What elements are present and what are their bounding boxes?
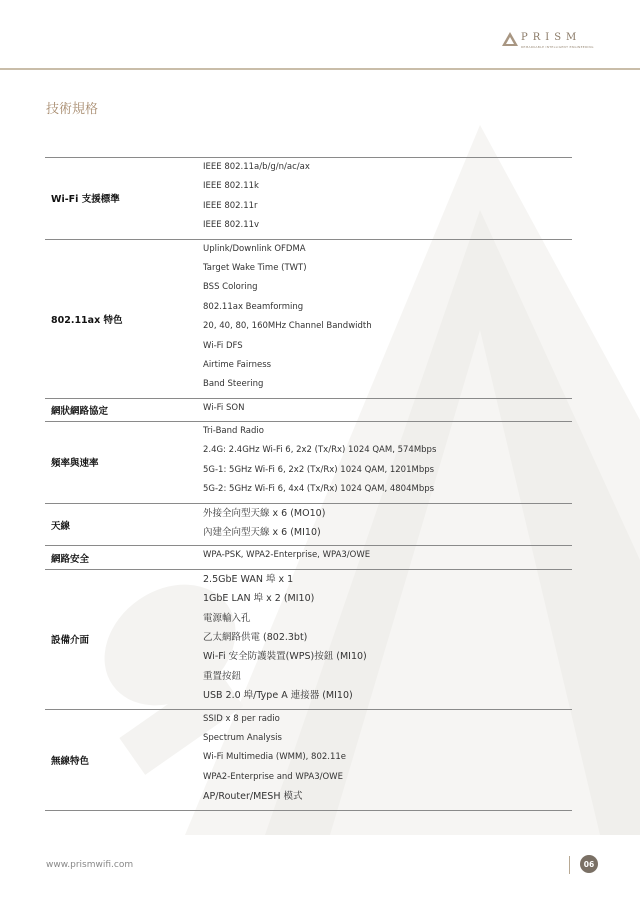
- spec-value: 內建全向型天線 x 6 (MI10): [203, 527, 321, 539]
- spec-value: 電源輸入孔: [203, 612, 251, 624]
- spec-value: IEEE 802.11k: [203, 181, 259, 192]
- page-title: 技術規格: [46, 102, 99, 117]
- spec-table: [45, 157, 572, 811]
- spec-value: 1GbE LAN 埠 x 2 (MI10): [203, 593, 315, 605]
- spec-row: [45, 503, 572, 546]
- spec-values: [203, 240, 572, 398]
- spec-value: 20, 40, 80, 160MHz Channel Bandwidth: [203, 321, 372, 332]
- spec-value: IEEE 802.11r: [203, 200, 258, 211]
- footer-divider: [569, 856, 570, 874]
- spec-label: 網狀網路協定: [51, 405, 109, 417]
- spec-value: Airtime Fairness: [203, 359, 272, 370]
- spec-value: 5G-2: 5GHz Wi-Fi 6, 4x4 (Tx/Rx) 1024 QAM, 4804Mbps: [203, 484, 435, 495]
- spec-value: 重置按鈕: [203, 670, 242, 682]
- spec-values: [203, 570, 572, 709]
- spec-row: [45, 545, 572, 568]
- spec-value: Wi-Fi SON: [203, 402, 245, 413]
- spec-value: Band Steering: [203, 379, 264, 390]
- header-divider: [0, 68, 640, 70]
- brand-tagline: REMARKABLE INTELLIGENT ENGINEERING: [521, 45, 594, 49]
- spec-label: Wi-Fi 支援標準: [51, 194, 120, 206]
- page-number-badge: 06: [580, 855, 598, 873]
- spec-value: BSS Coloring: [203, 282, 258, 293]
- spec-row: [45, 709, 572, 811]
- prism-triangle-icon: [502, 32, 518, 46]
- spec-value: Wi-Fi 安全防護裝置(WPS)按鈕 (MI10): [203, 651, 367, 663]
- spec-value: IEEE 802.11a/b/g/n/ac/ax: [203, 162, 310, 172]
- spec-value: IEEE 802.11v: [203, 220, 260, 231]
- spec-value: 802.11ax Beamforming: [203, 301, 304, 312]
- spec-value: USB 2.0 埠/Type A 連接器 (MI10): [203, 690, 353, 702]
- spec-label: 802.11ax 特色: [51, 314, 123, 326]
- spec-values: [203, 158, 572, 239]
- spec-value: Target Wake Time (TWT): [203, 262, 307, 273]
- spec-value: 2.4G: 2.4GHz Wi-Fi 6, 2x2 (Tx/Rx) 1024 QAM, 574Mbps: [203, 445, 437, 456]
- spec-value: Uplink/Downlink OFDMA: [203, 243, 306, 254]
- spec-value: SSID x 8 per radio: [203, 713, 280, 724]
- spec-label: 頻率與速率: [51, 458, 99, 470]
- spec-values: [203, 504, 572, 546]
- spec-value: WPA-PSK, WPA2-Enterprise, WPA3/OWE: [203, 550, 371, 561]
- spec-value: Spectrum Analysis: [203, 732, 282, 743]
- spec-value: WPA2-Enterprise and WPA3/OWE: [203, 771, 343, 782]
- spec-row: [45, 569, 572, 709]
- spec-row: [45, 398, 572, 421]
- prism-logo: [502, 31, 592, 57]
- brand-name: PRISM: [521, 32, 582, 43]
- spec-value: 5G-1: 5GHz Wi-Fi 6, 2x2 (Tx/Rx) 1024 QAM, 1201Mbps: [203, 464, 435, 475]
- spec-row: [45, 157, 572, 239]
- spec-value: Wi-Fi DFS: [203, 340, 243, 351]
- spec-row: [45, 239, 572, 398]
- spec-label: 設備介面: [51, 635, 90, 647]
- spec-row: [45, 421, 572, 503]
- spec-values: [203, 399, 572, 421]
- spec-value: Tri-Band Radio: [203, 426, 264, 437]
- spec-value: AP/Router/MESH 模式: [203, 791, 303, 803]
- spec-value: 乙太網路供電 (802.3bt): [203, 631, 308, 643]
- footer-url[interactable]: www.prismwifi.com: [46, 860, 134, 870]
- spec-value: 2.5GbE WAN 埠 x 1: [203, 573, 294, 585]
- spec-value: 外接全向型天線 x 6 (MO10): [203, 507, 326, 519]
- spec-label: 無線特色: [51, 755, 90, 767]
- spec-value: Wi-Fi Multimedia (WMM), 802.11e: [203, 752, 347, 763]
- spec-values: [203, 422, 572, 503]
- spec-values: [203, 710, 572, 810]
- spec-label: 網路安全: [51, 553, 90, 565]
- spec-label: 天線: [51, 520, 71, 532]
- spec-values: [203, 546, 572, 568]
